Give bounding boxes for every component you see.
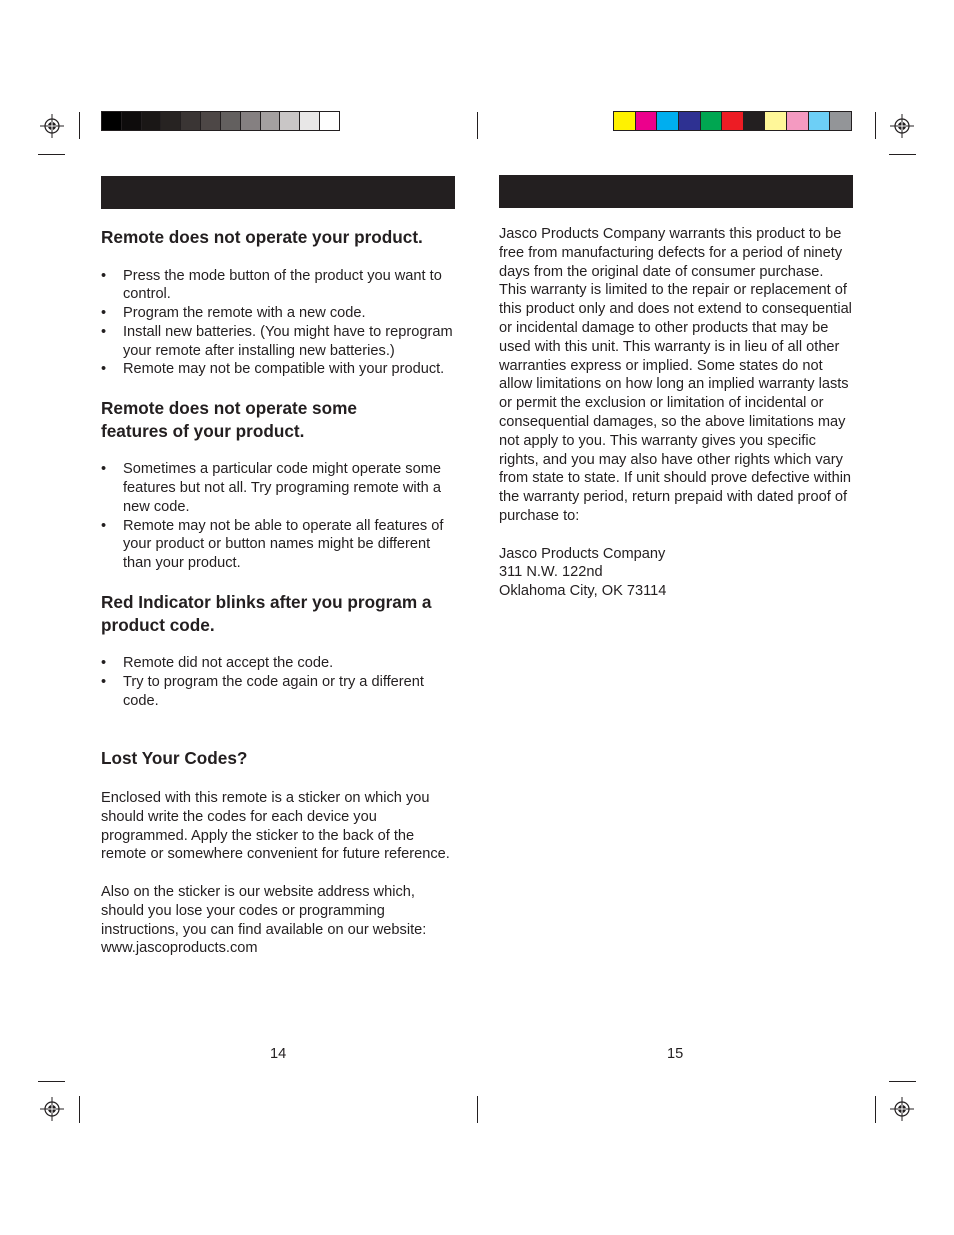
section-heading: Remote does not operate some features of your product.	[101, 398, 357, 441]
color-swatch	[279, 112, 299, 130]
crop-mark	[477, 1096, 478, 1123]
color-swatch	[656, 112, 678, 130]
color-swatch	[743, 112, 765, 130]
color-swatch	[260, 112, 280, 130]
registration-mark-icon	[40, 114, 64, 138]
warranty-column	[499, 225, 853, 601]
address-line: Jasco Products Company	[499, 545, 666, 562]
color-swatch	[121, 112, 141, 130]
crop-mark	[889, 154, 916, 155]
crop-mark	[477, 112, 478, 139]
color-swatch	[102, 112, 121, 130]
color-swatch	[635, 112, 657, 130]
section-heading: Remote does not operate your product.	[101, 227, 423, 247]
color-swatch	[808, 112, 830, 130]
warranty-paragraph: Jasco Products Company warrants this product to be free from manufacturing defects for a period of ninety days from the original date of consumer purchase. This warranty is limited to the repair or replacement of this product only and does not extend to consequential or incidental damage to other products that may be used with this unit. This warranty is in lieu of all other warranties express or implied. Some states do not allow limitations on how long an implied warranty lasts or permit the exclusion or limitation of incidental or consequential damages, so the above limitations may not apply to you. This warranty gives you specific rights, and you may also have other rights which vary from state to state. If unit should prove defective within the warranty period, return prepaid with dated proof of purchase to:	[499, 226, 852, 524]
color-swatch	[721, 112, 743, 130]
list-item: • Sometimes a particular code might operate some features but not all. Try programing remote with a new code.	[101, 460, 455, 516]
crop-mark	[38, 1081, 65, 1082]
bullet-list	[101, 460, 455, 573]
address-line: 311 N.W. 122nd	[499, 564, 603, 581]
color-calibration-bar	[613, 111, 852, 131]
bullet-list	[101, 267, 455, 380]
registration-mark-icon	[40, 1097, 64, 1121]
color-swatch	[829, 112, 851, 130]
color-swatch	[614, 112, 635, 130]
crop-mark	[79, 112, 80, 139]
bullet-list	[101, 654, 455, 710]
registration-mark-icon	[890, 1097, 914, 1121]
warranty-address	[499, 545, 853, 601]
list-item: • Program the remote with a new code.	[101, 304, 455, 323]
color-swatch	[141, 112, 161, 130]
crop-mark	[875, 112, 876, 139]
color-swatch	[678, 112, 700, 130]
color-swatch	[240, 112, 260, 130]
right-header-bar	[499, 175, 853, 208]
list-item: • Press the mode button of the product you want to control.	[101, 267, 455, 305]
lost-codes-heading: Lost Your Codes?	[101, 748, 248, 769]
grayscale-color-bar	[101, 111, 340, 131]
color-swatch	[319, 112, 339, 130]
color-swatch	[180, 112, 200, 130]
crop-mark	[889, 1081, 916, 1082]
crop-mark	[38, 154, 65, 155]
registration-mark-icon	[890, 114, 914, 138]
color-swatch	[220, 112, 240, 130]
color-swatch	[200, 112, 220, 130]
color-swatch	[786, 112, 808, 130]
list-item: • Install new batteries. (You might have to reprogram your remote after installing new batteries.)	[101, 323, 455, 361]
color-swatch	[700, 112, 722, 130]
crop-mark	[79, 1096, 80, 1123]
list-item: • Remote did not accept the code.	[101, 654, 455, 673]
list-item: • Remote may not be compatible with your product.	[101, 360, 455, 379]
page-number: 15	[667, 1046, 684, 1062]
left-header-bar	[101, 176, 455, 209]
color-swatch	[160, 112, 180, 130]
color-swatch	[299, 112, 319, 130]
troubleshooting-column	[101, 226, 455, 958]
list-item: • Remote may not be able to operate all features of your product or button names might be different than your product.	[101, 517, 455, 573]
page-number: 14	[270, 1046, 287, 1062]
list-item: • Try to program the code again or try a different code.	[101, 673, 455, 711]
color-swatch	[764, 112, 786, 130]
lost-codes-paragraph: Enclosed with this remote is a sticker on which you should write the codes for each device you programmed. Apply the sticker to the back of the remote or somewhere convenient for future reference.	[101, 789, 450, 863]
crop-mark	[875, 1096, 876, 1123]
address-line: Oklahoma City, OK 73114	[499, 583, 667, 600]
website-paragraph: Also on the sticker is our website address which, should you lose your codes or programming instructions, you can find available on our website: www.jascoproducts.com	[101, 883, 427, 957]
section-heading: Red Indicator blinks after you program a product code.	[101, 592, 432, 635]
